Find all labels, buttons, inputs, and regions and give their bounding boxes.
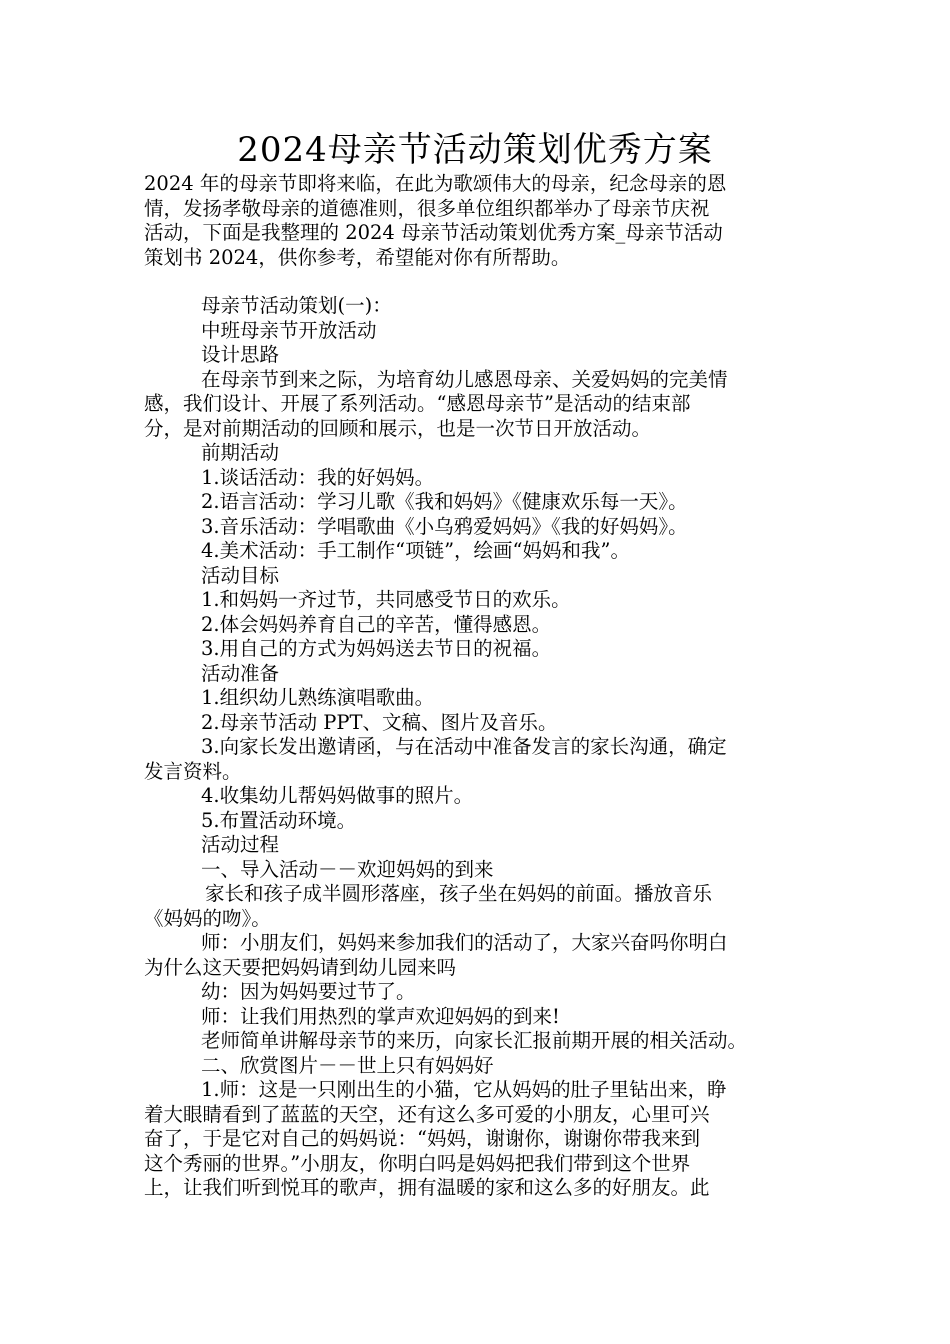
paragraph-line: 老师简单讲解母亲节的来历，向家长汇报前期开展的相关活动。 — [201, 1029, 748, 1052]
paragraph-line: 家长和孩子成半圆形落座，孩子坐在妈妈的前面。播放音乐 — [205, 882, 713, 905]
paragraph-line: 这个秀丽的世界。”小朋友，你明白吗是妈妈把我们带到这个世界 — [144, 1151, 691, 1175]
paragraph-line: 感，我们设计、开展了系列活动。“感恩母亲节”是活动的结束部 — [144, 392, 691, 415]
paragraph-line: 在母亲节到来之际，为培育幼儿感恩母亲、关爱妈妈的完美情 — [201, 367, 728, 391]
list-item: 2.母亲节活动 PPT、文稿、图片及音乐。 — [201, 710, 558, 734]
document-body — [144, 172, 810, 1201]
list-item: 5.布置活动环境。 — [201, 808, 357, 832]
paragraph-line: 奋了，于是它对自己的妈妈说：“妈妈，谢谢你，谢谢你带我来到 — [144, 1127, 700, 1150]
section-heading: 活动过程 — [201, 833, 280, 856]
section-heading: 活动目标 — [201, 563, 280, 587]
intro-line: 2024 年的母亲节即将来临，在此为歌颂伟大的母亲，纪念母亲的恩 — [144, 172, 727, 195]
list-item: 4.美术活动：手工制作“项链”，绘画“妈妈和我”。 — [201, 539, 630, 562]
section-heading: 设计思路 — [201, 343, 280, 366]
paragraph-line: 为什么这天要把妈妈请到幼儿园来吗 — [144, 955, 457, 979]
list-item: 3.用自己的方式为妈妈送去节日的祝福。 — [201, 637, 552, 660]
paragraph-line: 幼：因为妈妈要过节了。 — [201, 980, 416, 1003]
intro-line: 情，发扬孝敬母亲的道德准则，很多单位组织都举办了母亲节庆祝 — [144, 196, 710, 220]
list-item: 发言资料。 — [144, 759, 242, 783]
section-heading: 前期活动 — [201, 441, 280, 464]
document-title: 2024母亲节活动策划优秀方案 — [237, 130, 713, 170]
paragraph-line: 分，是对前期活动的回顾和展示，也是一次节日开放活动。 — [144, 416, 652, 440]
list-item: 4.收集幼儿帮妈妈做事的照片。 — [201, 784, 474, 807]
paragraph-line: 1.师：这是一只刚出生的小猫，它从妈妈的肚子里钻出来，睁 — [201, 1078, 727, 1101]
list-item: 1.和妈妈一齐过节，共同感受节日的欢乐。 — [201, 588, 571, 611]
paragraph-line: 上，让我们听到悦耳的歌声，拥有温暖的家和这么多的好朋友。此 — [144, 1176, 710, 1199]
intro-line: 策划书 2024，供你参考，希望能对你有所帮助。 — [144, 245, 571, 269]
paragraph-line: 着大眼睛看到了蓝蓝的天空，还有这么多可爱的小朋友，心里可兴 — [144, 1102, 710, 1126]
list-item: 3.音乐活动：学唱歌曲《小乌鸦爱妈妈》《我的好妈妈》。 — [201, 514, 688, 538]
list-item: 2.语言活动：学习儿歌《我和妈妈》《健康欢乐每一天》。 — [201, 490, 688, 513]
paragraph-gap — [144, 270, 810, 294]
section-heading: 二、欣赏图片－－世上只有妈妈好 — [201, 1053, 494, 1077]
list-item: 3.向家长发出邀请函，与在活动中准备发言的家长沟通，确定 — [201, 735, 727, 758]
section-heading: 活动准备 — [201, 661, 280, 685]
list-item: 1.谈话活动：我的好妈妈。 — [201, 465, 435, 489]
paragraph-line: 《妈妈的吻》。 — [144, 906, 271, 930]
section-heading: 母亲节活动策划(一)： — [201, 294, 392, 317]
paragraph-line: 师：让我们用热烈的掌声欢迎妈妈的到来! — [201, 1004, 560, 1028]
list-item: 2.体会妈妈养育自己的辛苦，懂得感恩。 — [201, 612, 552, 636]
paragraph-line: 师：小朋友们，妈妈来参加我们的活动了，大家兴奋吗你明白 — [201, 931, 728, 954]
section-heading: 中班母亲节开放活动 — [201, 318, 377, 342]
intro-line: 活动，下面是我整理的 2024 母亲节活动策划优秀方案_母亲节活动 — [144, 221, 723, 244]
list-item: 1.组织幼儿熟练演唱歌曲。 — [201, 686, 435, 709]
section-heading: 一、导入活动－－欢迎妈妈的到来 — [201, 857, 494, 881]
